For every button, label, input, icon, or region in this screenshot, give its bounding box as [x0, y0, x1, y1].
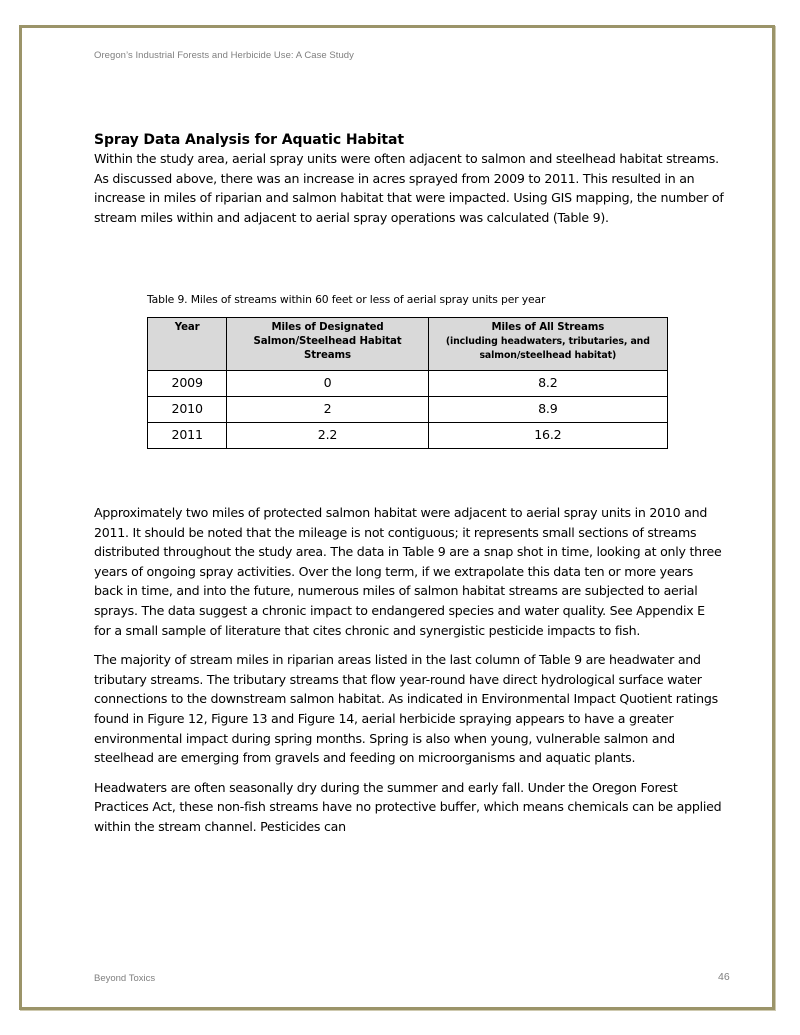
cell-all-miles: 8.2: [428, 371, 667, 397]
body-paragraph: Headwaters are often seasonally dry during the summer and early fall. Under the Oregon Forest Practices Act, these non-fish streams have no protective buffer, which means chemicals can be applied within the stream channel. Pesticides can: [94, 779, 722, 834]
body-paragraph: Approximately two miles of protected salmon habitat were adjacent to aerial spray units in 2010 and 2011. It should be noted that the mileage is not contiguous; it represents small sections of streams distributed throughout the study area. The data in Table 9 are a snap shot in time, looking at only three years of ongoing spray activities. Over the long term, if we extrapolate this data ten or more years back in time, and into the future, numerous miles of salmon habitat streams are subjected to aerial sprays. The data suggest a chronic impact to endangered species and water quality. See Appendix E for a small sample of literature that cites chronic and synergistic pesticide impacts to fish.: [94, 505, 722, 638]
table-row: [148, 423, 668, 449]
cell-year: 2011: [148, 423, 227, 449]
stream-miles-table: [147, 317, 668, 449]
running-header: Oregon’s Industrial Forests and Herbicide Use: A Case Study: [94, 50, 354, 61]
table-header-row: [148, 318, 668, 371]
table-row: [148, 397, 668, 423]
cell-all-miles: 8.9: [428, 397, 667, 423]
cell-year: 2009: [148, 371, 227, 397]
cell-year: 2010: [148, 397, 227, 423]
header-salmon-habitat: Miles of Designated Salmon/Steelhead Habitat Streams: [227, 318, 428, 371]
section-heading: Spray Data Analysis for Aquatic Habitat: [94, 132, 404, 148]
header-all-streams-title: Miles of All Streams: [491, 322, 605, 333]
intro-paragraph: Within the study area, aerial spray units were often adjacent to salmon and steelhead habitat streams. As discussed above, there was an increase in acres sprayed from 2009 to 2011. This resulted in an increase in miles of riparian and salmon habitat that were impacted. Using GIS mapping, the number of stream miles within and adjacent to aerial spray operations was calculated (Table 9).: [94, 151, 724, 225]
table-caption: Table 9. Miles of streams within 60 feet or less of aerial spray units per year: [147, 293, 546, 306]
footer-organization: Beyond Toxics: [94, 973, 156, 984]
table-row: [148, 371, 668, 397]
header-all-streams: [428, 318, 667, 371]
cell-salmon-miles: 2.2: [227, 423, 428, 449]
body-text: [94, 503, 724, 847]
cell-all-miles: 16.2: [428, 423, 667, 449]
cell-salmon-miles: 0: [227, 371, 428, 397]
section-intro: [94, 131, 724, 227]
page-number: 46: [718, 971, 730, 983]
cell-salmon-miles: 2: [227, 397, 428, 423]
body-paragraph: The majority of stream miles in riparian areas listed in the last column of Table 9 are headwater and tributary streams. The tributary streams that flow year-round have direct hydrological surface water connections to the downstream salmon habitat. As indicated in Environmental Impact Quotient ratings found in Figure 12, Figure 13 and Figure 14, aerial herbicide spraying appears to have a greater environmental impact during spring months. Spring is also when young, vulnerable salmon and steelhead are emerging from gravels and feeding on microorganisms and aquatic plants.: [94, 652, 718, 766]
header-year: Year: [148, 318, 227, 371]
header-all-streams-subtitle: (including headwaters, tributaries, and salmon/steelhead habitat): [445, 336, 650, 361]
